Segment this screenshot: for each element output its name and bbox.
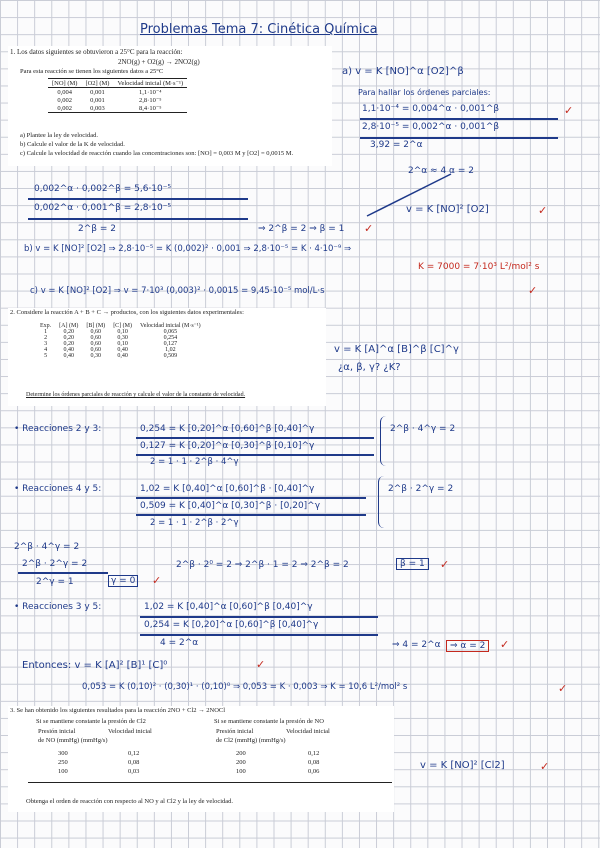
work2-beta-chain: 2^β · 2⁰ = 2 ⇒ 2^β · 1 = 2 ⇒ 2^β = 2	[176, 560, 349, 570]
check-mark: ✓	[500, 638, 510, 651]
fraction-line	[136, 497, 366, 499]
table-cell: 0,127	[163, 341, 178, 347]
problem2-table	[36, 322, 205, 359]
fraction-line	[140, 616, 378, 618]
fraction-line	[28, 218, 248, 220]
work2-r23-label: • Reacciones 2 y 3:	[14, 424, 102, 434]
table-cell: 0,001	[90, 96, 105, 104]
table-header-cell: [NO] (M)	[52, 79, 78, 87]
fraction-line	[136, 454, 374, 456]
work1-a-ratio: 3,92 = 2^α	[370, 140, 423, 150]
table-cell: 0,065	[163, 329, 178, 335]
table-cell: 250	[58, 759, 68, 766]
table-cell: 2	[44, 335, 48, 341]
work2-sys1: 2^β · 4^γ = 2	[14, 542, 80, 552]
problem3-left-title: Si se mantiene constante la presión de Cl2	[36, 718, 146, 725]
work2-unknowns: ¿α, β, γ? ¿K?	[338, 362, 401, 373]
work2-r23-eq1: 0,254 = K [0,20]^α [0,60]^β [0,40]^γ	[140, 424, 315, 434]
brace	[380, 416, 387, 466]
table-cell: 0,003	[90, 104, 105, 112]
table-cell: 0,12	[128, 750, 140, 757]
check-mark: ✓	[564, 104, 574, 117]
table-cell: 1	[44, 329, 48, 335]
work1-beta-eq1: 0,002^α · 0,002^β = 5,6·10⁻⁵	[34, 184, 172, 194]
table-cell: 0,30	[117, 335, 128, 341]
table-cell: 0,001	[90, 88, 105, 96]
problem2-card	[8, 308, 326, 406]
work1-a-eq2: 2,8·10⁻⁵ = 0,002^α · 0,001^β	[362, 122, 500, 132]
check-mark: ✓	[256, 658, 266, 671]
work1-a-law: a) v = K [NO]^α [O2]^β	[342, 66, 464, 77]
table-cell: 0,40	[63, 347, 74, 353]
table-row	[48, 96, 187, 104]
work1-a-note: Para hallar los órdenes parciales:	[358, 88, 491, 97]
table-cell: 200	[236, 759, 246, 766]
problem3-statement: 3. Se han obtenido los siguientes resultados para la reacción 2NO + Cl2 → 2NOCl	[10, 707, 226, 714]
work1-beta-eq2: 0,002^α · 0,001^β = 2,8·10⁻⁵	[34, 203, 172, 213]
table-header-cell: [B] (M)	[86, 322, 106, 329]
table-header-cell: [A] (M)	[59, 322, 79, 329]
table-cell: 4	[44, 347, 48, 353]
work2-r35-eq1: 1,02 = K [0,40]^α [0,60]^β [0,40]^γ	[144, 602, 313, 612]
problem1-reaction: 2NO(g) + O2(g) → 2NO2(g)	[118, 58, 200, 66]
table-cell: 100	[58, 768, 68, 775]
table-cell: 0,20	[63, 329, 74, 335]
table-cell: 0,60	[90, 329, 102, 335]
table-cell: 0,004	[57, 88, 73, 96]
work2-beta-boxed: β = 1	[396, 558, 429, 570]
page-title: Problemas Tema 7: Cinética Química	[140, 22, 378, 37]
work1-beta-result: ⇒ 2^β = 2 ⇒ β = 1	[258, 224, 345, 234]
work2-r35-label: • Reacciones 3 y 5:	[14, 602, 102, 612]
arrow-line	[365, 170, 455, 218]
table-row	[48, 88, 187, 97]
table-cell: 0,10	[117, 341, 128, 347]
fraction-line	[140, 634, 378, 636]
table-cell: 0,12	[308, 750, 320, 757]
fraction-line	[136, 514, 366, 516]
fraction-line	[136, 437, 374, 439]
table-cell: 0,60	[90, 341, 102, 347]
work2-r45-label: • Reacciones 4 y 5:	[14, 484, 102, 494]
divider	[28, 782, 212, 783]
work2-r35-ratio: 4 = 2^α	[160, 638, 199, 648]
table-cell: 0,40	[117, 353, 128, 359]
table-cell: 0,509	[163, 353, 178, 359]
table-cell: 0,03	[128, 768, 140, 775]
work2-r23-ratio: 2 = 1 · 1 · 2^β · 4^γ	[150, 457, 239, 467]
table-cell: 1,1·10⁻⁴	[139, 89, 162, 96]
work2-sys3: 2^γ = 1	[36, 577, 74, 587]
check-mark: ✓	[440, 558, 450, 571]
work2-r23-eq2: 0,127 = K [0,20]^α [0,30]^β [0,10]^γ	[140, 441, 315, 451]
fraction-line	[360, 118, 558, 120]
table-cell: 0,20	[63, 341, 74, 347]
problem1-question-c: c) Calcule la velocidad de reacción cuando las concentraciones son: [NO] = 0,003 M y [O2] = 0,0015 M.	[20, 150, 294, 157]
table-header-cell: Exp.	[40, 322, 52, 329]
table-cell: 0,08	[128, 759, 140, 766]
problem1-question-b: b) Calcule el valor de la K de velocidad.	[20, 141, 125, 148]
check-mark: ✓	[364, 222, 374, 235]
check-mark: ✓	[558, 682, 568, 695]
problem3-right-col1: Presión inicial	[216, 728, 254, 735]
work2-r45-ratio: 2 = 1 · 1 · 2^β · 2^γ	[150, 518, 239, 528]
fraction-line	[360, 137, 558, 139]
table-cell: 3	[44, 341, 48, 347]
divider	[208, 782, 392, 783]
problem3-right-col2: Velocidad inicial	[286, 728, 330, 735]
table-cell: 0,002	[57, 104, 73, 112]
table-cell: 0,10	[117, 329, 128, 335]
work2-k-line: 0,053 = K (0,10)² · (0,30)¹ · (0,10)⁰ ⇒ 0,053 = K · 0,003 ⇒ K = 10,6 L²/mol² s	[82, 682, 408, 692]
table-cell: 300	[58, 750, 68, 757]
work1-a-final: v = K [NO]² [O2]	[406, 204, 489, 215]
work2-gamma: γ = 0	[108, 575, 138, 587]
work2-r45-eq1: 1,02 = K [0,40]^α [0,60]^β · [0,40]^γ	[140, 484, 315, 494]
problem3-left-col2: Velocidad inicial	[108, 728, 152, 735]
check-mark: ✓	[528, 284, 538, 297]
problem3-answer: v = K [NO]² [Cl2]	[420, 760, 505, 771]
problem3-left-col1: Presión inicial	[38, 728, 76, 735]
table-header-cell: Velocidad inicial (M·s⁻¹)	[140, 323, 201, 329]
table-header-row	[48, 79, 187, 88]
table-cell: 0,60	[90, 347, 102, 353]
problem1-question-a: a) Plantee la ley de velocidad.	[20, 132, 98, 139]
table-cell: 100	[236, 768, 246, 775]
work2-entonces: Entonces: v = K [A]² [B]¹ [C]⁰	[22, 660, 168, 671]
table-header-row	[36, 322, 205, 329]
work2-alpha-result: ⇒ α = 2	[446, 640, 489, 652]
table-cell: 0,254	[163, 335, 178, 341]
table-cell: 0,30	[90, 353, 102, 359]
work2-r45-brace: 2^β · 2^γ = 2	[388, 484, 454, 494]
brace	[378, 476, 385, 528]
table-cell: 1,02	[165, 347, 176, 353]
work1-a-result: 2^α ≈ 4 α = 2	[408, 166, 474, 176]
table-header-cell: [C] (M)	[113, 322, 133, 329]
table-cell: 0,06	[308, 768, 320, 775]
table-row	[36, 353, 205, 359]
table-cell: 0,60	[90, 335, 102, 341]
table-header-cell: Velocidad inicial (M·s⁻¹)	[117, 80, 184, 87]
table-cell: 2,8·10⁻⁵	[139, 97, 162, 104]
problem3-left-sub: de NO (mmHg) (mmHg/s)	[38, 737, 108, 744]
problem1-card	[8, 46, 332, 166]
work2-law: v = K [A]^α [B]^β [C]^γ	[334, 344, 459, 355]
work1-b-line: b) v = K [NO]² [O2] ⇒ 2,8·10⁻⁵ = K (0,002)² · 0,001 ⇒ 2,8·10⁻⁵ = K · 4·10⁻⁹ ⇒	[24, 244, 352, 254]
problem3-card	[8, 706, 394, 812]
table-cell: 0,40	[117, 347, 128, 353]
problem3-right-sub: de Cl2 (mmHg) (mmHg/s)	[216, 737, 286, 744]
problem1-table-caption: Para esta reacción se tienen los siguientes datos a 25°C	[20, 68, 164, 75]
table-cell: 5	[44, 353, 48, 359]
work2-alpha-chain: ⇒ 4 = 2^α	[392, 640, 441, 650]
work2-sys2: 2^β · 2^γ = 2	[22, 559, 88, 569]
problem2-question: Determine los órdenes parciales de reacción y calcule el valor de la constante de velocidad.	[26, 392, 246, 398]
check-mark: ✓	[538, 204, 548, 217]
fraction-line	[28, 198, 248, 200]
work1-b-result: K = 7000 = 7·10³ L²/mol² s	[418, 262, 540, 272]
problem3-right-title: Si se mantiene constante la presión de NO	[214, 718, 324, 725]
table-cell: 8,4·10⁻⁵	[139, 105, 162, 112]
problem1-statement: 1. Los datos siguientes se obtuvieron a 25°C para la reacción:	[10, 48, 183, 56]
table-cell: 0,002	[57, 96, 73, 104]
table-header-cell: [O2] (M)	[85, 79, 110, 87]
work1-a-eq1: 1,1·10⁻⁴ = 0,004^α · 0,001^β	[362, 104, 500, 114]
table-cell: 0,20	[63, 335, 74, 341]
problem2-statement: 2. Considere la reacción A + B + C → productos, con los siguientes datos experimentales:	[10, 309, 244, 316]
problem3-question: Obtenga el orden de reacción con respecto al NO y al Cl2 y la ley de velocidad.	[26, 798, 234, 805]
check-mark: ✓	[152, 574, 162, 587]
work2-r45-eq2: 0,509 = K [0,40]^α [0,30]^β · [0,20]^γ	[140, 501, 321, 511]
work2-r35-eq2: 0,254 = K [0,20]^α [0,60]^β [0,40]^γ	[144, 620, 319, 630]
work2-r23-brace: 2^β · 4^γ = 2	[390, 424, 456, 434]
table-cell: 200	[236, 750, 246, 757]
table-cell: 0,40	[63, 353, 74, 359]
work1-beta-ratio: 2^β = 2	[78, 224, 116, 234]
fraction-line	[18, 572, 108, 574]
table-cell: 0,08	[308, 759, 320, 766]
table-row	[48, 104, 187, 113]
problem1-table	[48, 78, 187, 113]
work1-c-line: c) v = K [NO]² [O2] ⇒ v = 7·10³ (0,003)² · 0,0015 = 9,45·10⁻⁵ mol/L·s	[30, 286, 325, 296]
check-mark: ✓	[540, 760, 550, 773]
